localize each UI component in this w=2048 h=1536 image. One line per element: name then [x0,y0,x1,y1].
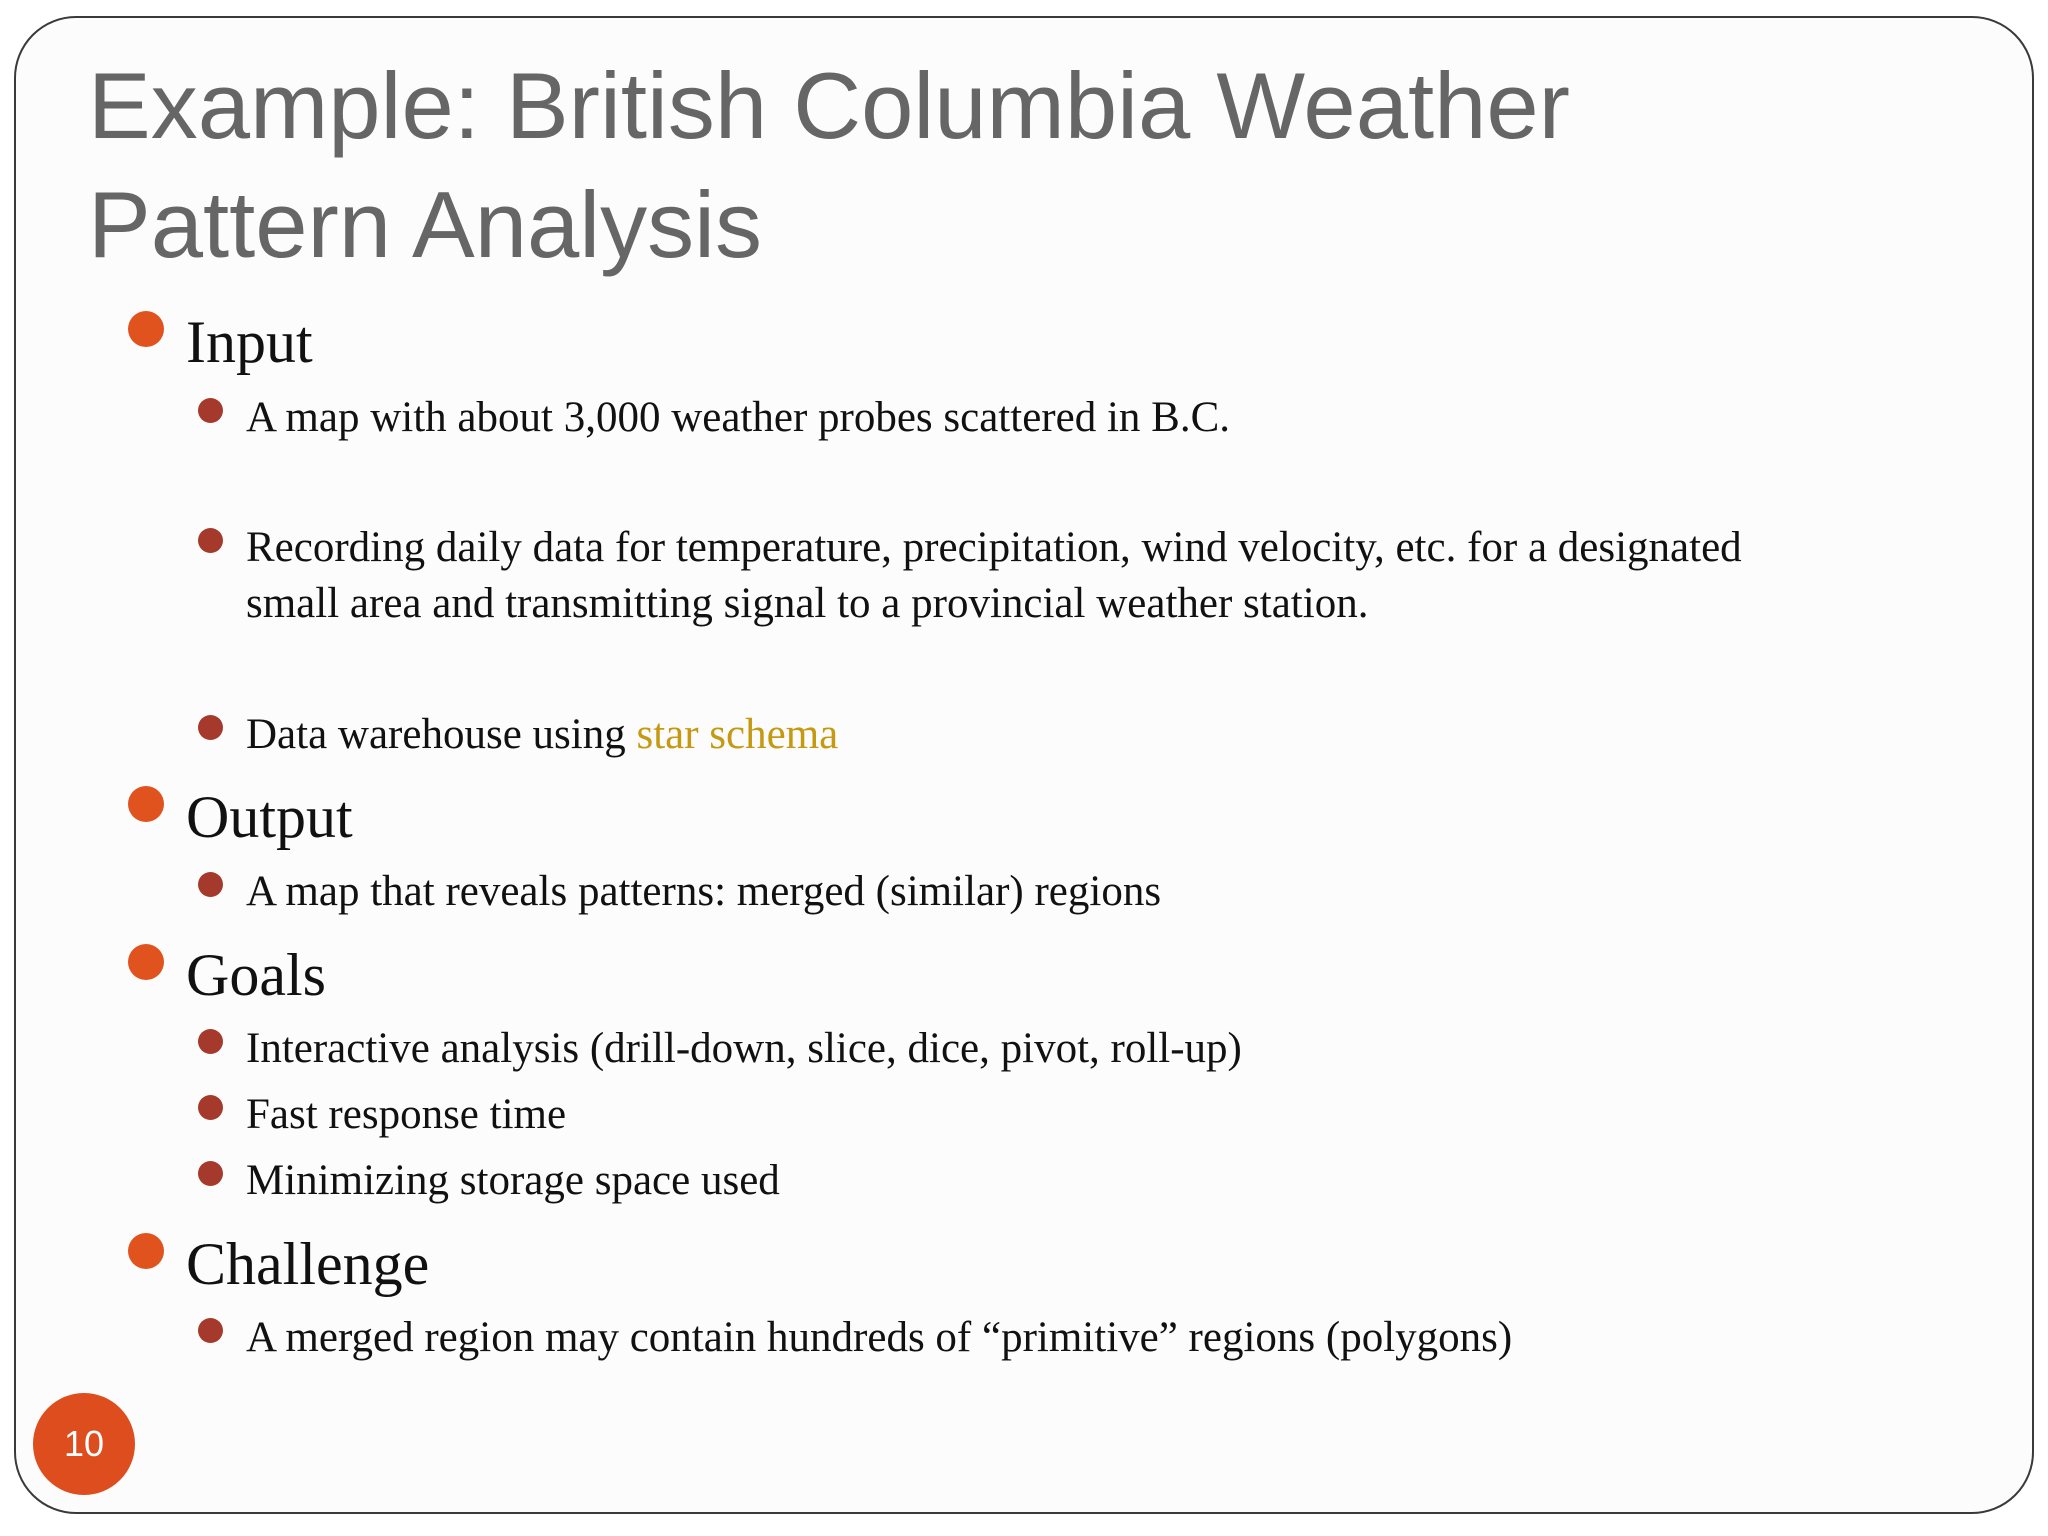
bullet-dot-icon [128,944,164,980]
list-item: Minimizing storage space used [246,1157,780,1204]
list-item: A merged region may contain hundreds of “primitive” regions (polygons) [246,1314,1513,1361]
slide-title-line-1: Example: British Columbia Weather [88,53,1570,158]
list-item: A map with about 3,000 weather probes scattered in B.C. [246,394,1231,441]
list-item-continuation: small area and transmitting signal to a provincial weather station. [246,580,1369,627]
slide-title-line-2: Pattern Analysis [88,172,763,277]
bullet-dot-icon [128,786,164,822]
heading-goals: Goals [186,942,326,1008]
list-item: Fast response time [246,1091,567,1138]
heading-input: Input [186,309,313,375]
list-item: A map that reveals patterns: merged (similar) regions [246,868,1162,915]
list-item: Interactive analysis (drill-down, slice, dice, pivot, roll-up) [246,1025,1242,1072]
heading-output: Output [186,784,353,850]
heading-challenge: Challenge [186,1231,430,1297]
bullet-dot-icon [198,398,223,423]
bullet-dot-icon [198,1318,223,1343]
bullet-dot-icon [128,311,164,347]
list-item [246,707,838,763]
bullet-dot-icon [198,528,223,553]
bullet-dot-icon [198,872,223,897]
bullet-dot-icon [198,1029,223,1054]
bullet-dot-icon [198,715,223,740]
star-schema-text: star schema [636,711,839,758]
bullet-dot-icon [128,1233,164,1269]
list-item-text: Data warehouse using [246,711,637,758]
page-number-badge: 10 [33,1393,135,1495]
list-item: Recording daily data for temperature, precipitation, wind velocity, etc. for a designated [246,524,1742,571]
bullet-dot-icon [198,1161,223,1186]
bullet-dot-icon [198,1095,223,1120]
